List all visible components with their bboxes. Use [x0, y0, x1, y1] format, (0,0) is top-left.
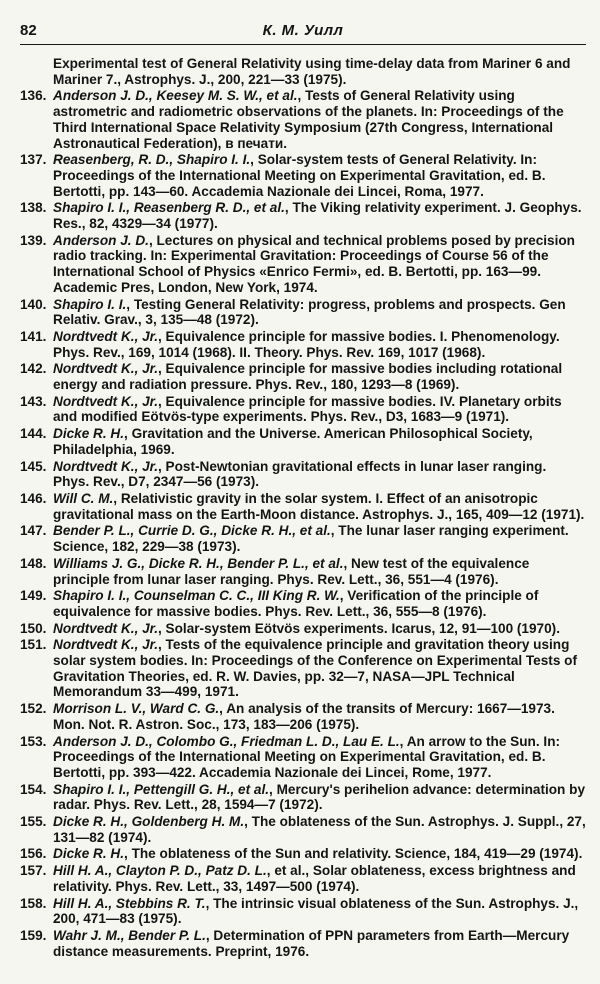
reference-authors: Dicke R. H.	[53, 846, 125, 862]
reference-text: , Post-Newtonian gravitational effects in lunar laser ranging. Phys. Rev., D7, 2347—56 (1973).	[53, 458, 547, 490]
reference-item	[20, 233, 586, 296]
reference-item	[20, 814, 586, 845]
reference-item	[20, 621, 586, 637]
reference-number: 150.	[20, 620, 47, 636]
reference-number: 136.	[20, 88, 47, 104]
reference-text: , The intrinsic visual oblateness of the Sun. Astrophys. J., 200, 471—83 (1975).	[53, 895, 579, 927]
reference-item	[20, 701, 586, 732]
reference-number: 146.	[20, 490, 47, 506]
reference-item	[20, 56, 586, 87]
reference-number: 142.	[20, 361, 47, 377]
reference-authors: Nordtvedt K., Jr.	[53, 637, 158, 653]
reference-number: 149.	[20, 588, 47, 604]
reference-number: 157.	[20, 863, 47, 879]
reference-number: 138.	[20, 200, 47, 216]
reference-number: 156.	[20, 846, 47, 862]
reference-text: , Tests of the equivalence principle and gravitation theory using solar system bodies. In: Proceedings of the Conference on Experimental Tests of Gravitation Theories, ed. R. W. Davies, pp. 32—7, NASA—JPL Technical Memorandum 33—499, 1971.	[53, 637, 577, 700]
reference-text: , Determination of PPN parameters from Earth—Mercury distance measurements. Preprint, 1976.	[53, 927, 570, 959]
reference-text: , Mercury's perihelion advance: determination by radar. Phys. Rev. Lett., 28, 1594—7 (1972).	[53, 781, 586, 813]
reference-item	[20, 491, 586, 522]
reference-number: 151.	[20, 637, 47, 653]
reference-text: , The oblateness of the Sun and relativity. Science, 184, 419—29 (1974).	[124, 846, 583, 862]
reference-number: 137.	[20, 152, 47, 168]
reference-text: , Solar-system tests of General Relativity. In: Proceedings of the International Meeting on Experimental Gravitation, ed. B. Bertotti, pp. 143—60. Accademia Nazionale dei Lincei, Roma, 1977.	[53, 152, 546, 199]
reference-authors: Shapiro I. I., Reasenberg R. D., et al.	[53, 200, 285, 216]
reference-authors: Williams J. G., Dicke R. H., Bender P. L., et al.	[53, 555, 344, 571]
reference-number: 144.	[20, 426, 47, 442]
reference-item	[20, 88, 586, 151]
reference-authors: Reasenberg, R. D., Shapiro I. I.	[53, 152, 251, 168]
reference-item	[20, 588, 586, 619]
reference-number: 152.	[20, 701, 47, 717]
reference-authors: Nordtvedt K., Jr.	[53, 328, 158, 344]
reference-authors: Hill H. A., Clayton P. D., Patz D. L.	[53, 863, 267, 879]
reference-item	[20, 152, 586, 199]
reference-text: , Solar-system Eötvös experiments. Icarus, 12, 91—100 (1970).	[158, 620, 560, 636]
reference-authors: Hill H. A., Stebbins R. T.	[53, 895, 206, 911]
reference-item	[20, 329, 586, 360]
reference-item	[20, 896, 586, 927]
reference-text: , Equivalence principle for massive bodies including rotational energy and radiation pressure. Phys. Rev., 180, 1293—8 (1969).	[53, 361, 563, 393]
reference-text: , Lectures on physical and technical problems posed by precision radio tracking. In: Experimental Gravitation: Proceedings of Course 56 of the International School of Physics «Enrico Fermi», ed. B. Bertotti, pp. 163—99. Academic Pres, London, New York, 1974.	[53, 232, 575, 295]
reference-text: , Relativistic gravity in the solar system. I. Effect of an anisotropic gravitational mass on the Earth-Moon distance. Astrophys. J., 165, 409—12 (1971).	[53, 490, 585, 522]
reference-authors: Wahr J. M., Bender P. L.	[53, 927, 206, 943]
reference-number: 143.	[20, 393, 47, 409]
reference-authors: Shapiro I. I., Counselman C. C., III King R. W.	[53, 588, 340, 604]
reference-text: , Tests of General Relativity using astrometric and radiometric observations of the planets. In: Proceedings of the Third International Space Relativity Symposium (27th Congress, International Astronautical Federation), в печати.	[53, 88, 564, 151]
reference-number: 148.	[20, 555, 47, 571]
reference-item	[20, 863, 586, 894]
reference-authors: Anderson J. D., Colombo G., Friedman L. D., Lau E. L.	[53, 733, 400, 749]
reference-item	[20, 637, 586, 700]
reference-authors: Anderson J. D., Keesey M. S. W., et al.	[53, 88, 298, 104]
reference-authors: Morrison L. V., Ward C. G.	[53, 701, 220, 717]
reference-number: 158.	[20, 895, 47, 911]
reference-text: , Equivalence principle for massive bodies. IV. Planetary orbits and modified Eötvös-type experiments. Phys. Rev., D3, 1683—9 (1971).	[53, 393, 562, 425]
reference-number: 141.	[20, 328, 47, 344]
reference-item	[20, 426, 586, 457]
reference-number: 153.	[20, 733, 47, 749]
running-head: К. М. Уилл	[262, 22, 344, 39]
reference-text: , The lunar laser ranging experiment. Science, 182, 229—38 (1973).	[53, 523, 569, 555]
reference-text: , Verification of the principle of equivalence for massive bodies. Phys. Rev. Lett., 36, 555—8 (1976).	[53, 588, 539, 619]
reference-number: 159.	[20, 927, 47, 943]
reference-authors: Nordtvedt K., Jr.	[53, 393, 158, 409]
reference-text: , New test of the equivalence principle from lunar laser ranging. Phys. Rev. Lett., 36, 551—4 (1976).	[53, 555, 530, 587]
reference-text: , An arrow to the Sun. In: Proceedings of the International Meeting on Experimental Gravitation, ed. B. Bertotti, pp. 393—422. Accademia Nazionale dei Lincei, Rome, 1977.	[53, 733, 561, 780]
reference-authors: Dicke R. H., Goldenberg H. M.	[53, 814, 245, 830]
reference-number: 154.	[20, 781, 47, 797]
reference-number: 147.	[20, 523, 47, 539]
reference-item	[20, 361, 586, 392]
reference-text: , Testing General Relativity: progress, problems and prospects. Gen Relativ. Grav., 3, 135—48 (1972).	[53, 296, 566, 328]
reference-text: , The oblateness of the Sun. Astrophys. J. Suppl., 27, 131—82 (1974).	[53, 814, 586, 845]
reference-authors: Bender P. L., Currie D. G., Dicke R. H., et al.	[53, 523, 331, 539]
reference-authors: Will C. M.	[53, 490, 114, 506]
reference-authors: Dicke R. H.	[53, 426, 125, 442]
reference-authors: Nordtvedt K., Jr.	[53, 458, 158, 474]
reference-number: 140.	[20, 296, 47, 312]
reference-authors: Shapiro I. I.	[53, 296, 127, 312]
reference-item	[20, 928, 586, 959]
reference-text: , et al., Solar oblateness, excess brightness and relativity. Phys. Rev. Lett., 33, 1497—500 (1974).	[53, 863, 576, 894]
page-header	[20, 22, 586, 45]
reference-authors: Nordtvedt K., Jr.	[53, 361, 158, 377]
reference-item	[20, 782, 586, 813]
reference-authors: Nordtvedt K., Jr.	[53, 620, 158, 636]
reference-list	[20, 56, 586, 960]
reference-number: 155.	[20, 814, 47, 830]
reference-authors: Anderson J. D.	[53, 232, 149, 248]
reference-item	[20, 459, 586, 490]
reference-text: , Equivalence principle for massive bodies. I. Phenomenology. Phys. Rev., 169, 1014 (1968). II. Theory. Phys. Rev. 169, 1017 (1968).	[53, 328, 560, 360]
reference-item	[20, 394, 586, 425]
reference-item	[20, 734, 586, 781]
reference-item	[20, 556, 586, 587]
reference-text: Experimental test of General Relativity using time-delay data from Mariner 6 and Mariner 7., Astrophys. J., 200, 221—33 (1975).	[53, 56, 571, 87]
reference-number: 139.	[20, 232, 47, 248]
reference-text: , Gravitation and the Universe. American Philosophical Society, Philadelphia, 1969.	[53, 426, 533, 457]
reference-item	[20, 297, 586, 328]
reference-item	[20, 846, 586, 862]
reference-text: , An analysis of the transits of Mercury: 1667—1973. Mon. Not. R. Astron. Soc., 173, 183—206 (1975).	[53, 701, 555, 732]
page-number: 82	[20, 22, 37, 39]
reference-number: 145.	[20, 458, 47, 474]
reference-item	[20, 523, 586, 554]
reference-text: , The Viking relativity experiment. J. Geophys. Res., 82, 4329—34 (1977).	[53, 200, 582, 232]
reference-item	[20, 200, 586, 231]
reference-authors: Shapiro I. I., Pettengill G. H., et al.	[53, 781, 270, 797]
